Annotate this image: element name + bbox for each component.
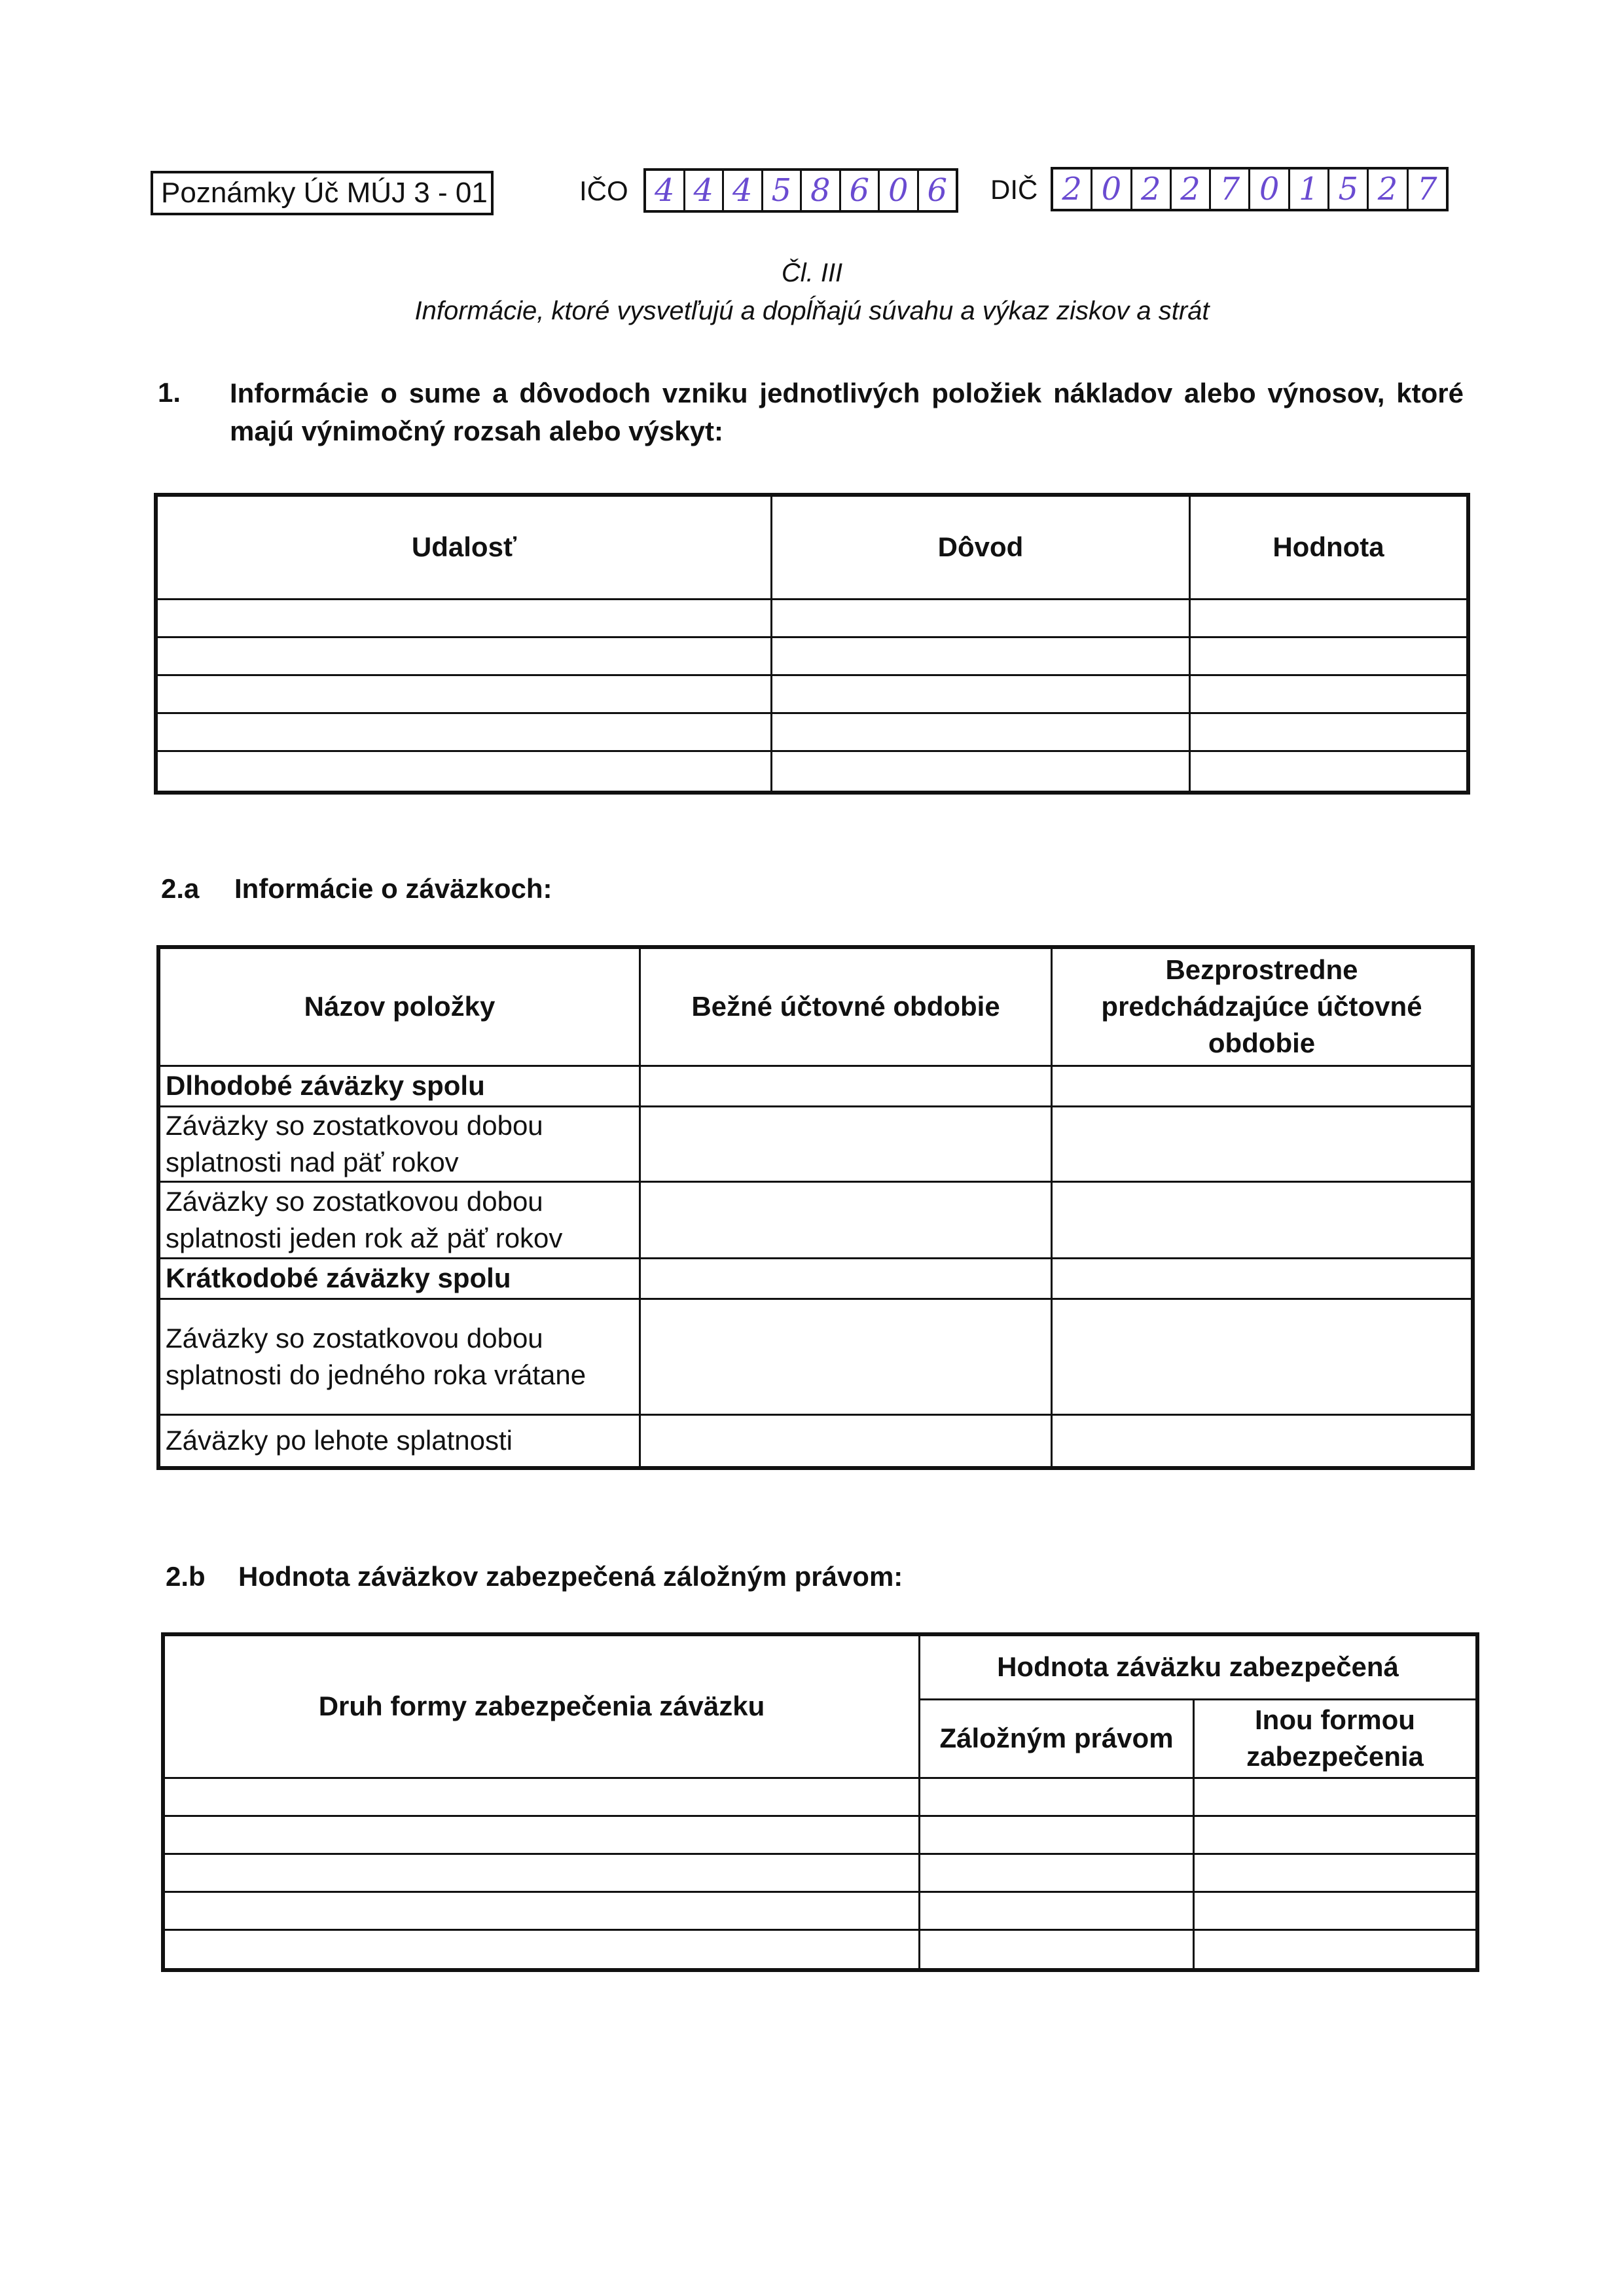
cell[interactable] [1190, 675, 1469, 713]
cell[interactable] [920, 1778, 1194, 1816]
cell[interactable] [920, 1929, 1194, 1970]
cell[interactable] [1190, 713, 1469, 751]
cell[interactable] [156, 675, 772, 713]
ico-digit: 4 [646, 171, 685, 210]
cell[interactable] [1052, 1299, 1473, 1414]
cell[interactable] [156, 713, 772, 751]
ico-digit: 8 [802, 171, 841, 210]
dic-digit: 2 [1132, 170, 1172, 209]
dic-digit: 2 [1053, 170, 1092, 209]
cell[interactable] [772, 713, 1190, 751]
ico-digit: 6 [927, 172, 948, 209]
article-number: Čl. III [781, 259, 843, 287]
cell[interactable] [163, 1778, 920, 1816]
cell[interactable] [163, 1854, 920, 1892]
section2a-title: Informácie o záväzkoch: [234, 873, 552, 904]
section2b-table [161, 1632, 1479, 1972]
dic-digit: 7 [1417, 171, 1437, 207]
section1-table [154, 493, 1470, 795]
table-row [163, 1778, 1477, 1816]
article-subtitle: Informácie, ktoré vysvetľujú a dopĺňajú súvahu a výkaz ziskov a strát [414, 296, 1210, 325]
row-label: Dlhodobé záväzky spolu [158, 1066, 640, 1106]
dic-digit: 0 [1250, 170, 1290, 209]
cell[interactable] [156, 599, 772, 637]
cell[interactable] [920, 1854, 1194, 1892]
col-predchadzajuce: Bezprostredne predchádzajúce účtovné obdobie [1052, 947, 1473, 1066]
section1-number: 1. [158, 377, 181, 408]
table-row [163, 1816, 1477, 1854]
section1-title: Informácie o sume a dôvodoch vzniku jednotlivých položiek nákladov alebo výnosov, ktoré majú výnimočný rozsah alebo výskyt: [230, 378, 1464, 446]
cell[interactable] [1052, 1258, 1473, 1299]
dic-label: DIČ [990, 174, 1038, 205]
section2a-number: 2.a [161, 873, 200, 904]
table-row [158, 1066, 1473, 1106]
table-row [156, 599, 1468, 637]
section2b-number: 2.b [166, 1561, 206, 1592]
cell[interactable] [156, 637, 772, 675]
section2b-title: Hodnota záväzkov zabezpečená záložným právom: [238, 1561, 903, 1592]
dic-digit: 5 [1329, 170, 1369, 209]
ico-digit: 6 [841, 171, 880, 210]
col-dovod: Dôvod [772, 495, 1190, 599]
row-label: Krátkodobé záväzky spolu [158, 1258, 640, 1299]
dic-digit: 2 [1369, 170, 1408, 209]
cell[interactable] [1052, 1066, 1473, 1106]
dic-digit: 7 [1211, 170, 1250, 209]
cell[interactable] [640, 1106, 1052, 1181]
cell[interactable] [640, 1181, 1052, 1258]
table-row [156, 637, 1468, 675]
cell[interactable] [640, 1258, 1052, 1299]
ico-digit: 0 [880, 171, 919, 210]
cell[interactable] [1194, 1816, 1478, 1854]
cell[interactable] [772, 599, 1190, 637]
dic-digit: 2 [1172, 170, 1211, 209]
cell[interactable] [640, 1066, 1052, 1106]
dic-field[interactable] [1051, 167, 1449, 211]
col-zaloznym: Záložným právom [920, 1699, 1194, 1778]
cell[interactable] [920, 1892, 1194, 1929]
table-row [156, 675, 1468, 713]
cell[interactable] [156, 751, 772, 793]
ico-digit: 4 [685, 171, 725, 210]
col-hodnota: Hodnota [1190, 495, 1469, 599]
cell[interactable] [772, 637, 1190, 675]
dic-digit: 1 [1290, 170, 1329, 209]
ico-digit: 5 [763, 171, 803, 210]
col-group-hodnota: Hodnota záväzku zabezpečená [920, 1634, 1478, 1699]
cell[interactable] [1052, 1414, 1473, 1468]
ico-label: IČO [579, 175, 628, 206]
table-row [163, 1892, 1477, 1929]
table-row [163, 1929, 1477, 1970]
table-row [158, 1299, 1473, 1414]
cell[interactable] [1190, 599, 1469, 637]
table-row [158, 1181, 1473, 1258]
table-row [158, 1258, 1473, 1299]
cell[interactable] [1194, 1892, 1478, 1929]
col-nazov: Názov položky [158, 947, 640, 1066]
cell[interactable] [163, 1892, 920, 1929]
table-row [156, 713, 1468, 751]
col-bezne: Bežné účtovné obdobie [640, 947, 1052, 1066]
cell[interactable] [1052, 1106, 1473, 1181]
table-row [156, 751, 1468, 793]
cell[interactable] [1052, 1181, 1473, 1258]
cell[interactable] [1190, 751, 1469, 793]
cell[interactable] [640, 1414, 1052, 1468]
cell[interactable] [1194, 1854, 1478, 1892]
cell[interactable] [640, 1299, 1052, 1414]
row-label: Záväzky so zostatkovou dobou splatnosti jeden rok až päť rokov [158, 1181, 640, 1258]
cell[interactable] [163, 1816, 920, 1854]
table-row [163, 1854, 1477, 1892]
col-inou: Inou formou zabezpečenia [1194, 1699, 1478, 1778]
table-row [158, 1106, 1473, 1181]
ico-digit: 4 [724, 171, 763, 210]
row-label: Záväzky po lehote splatnosti [158, 1414, 640, 1468]
cell[interactable] [920, 1816, 1194, 1854]
col-druh: Druh formy zabezpečenia záväzku [163, 1634, 920, 1778]
row-label: Záväzky so zostatkovou dobou splatnosti nad päť rokov [158, 1106, 640, 1181]
form-id-box: Poznámky Úč MÚJ 3 - 01 [151, 171, 494, 215]
dic-digit: 0 [1092, 170, 1132, 209]
cell[interactable] [772, 675, 1190, 713]
cell[interactable] [772, 751, 1190, 793]
table-row [158, 1414, 1473, 1468]
section2a-table [156, 945, 1475, 1470]
cell[interactable] [163, 1929, 920, 1970]
row-label: Záväzky so zostatkovou dobou splatnosti do jedného roka vrátane [158, 1299, 640, 1414]
ico-field[interactable] [643, 168, 958, 213]
cell[interactable] [1190, 637, 1469, 675]
col-udalost: Udalosť [156, 495, 772, 599]
cell[interactable] [1194, 1778, 1478, 1816]
cell[interactable] [1194, 1929, 1478, 1970]
